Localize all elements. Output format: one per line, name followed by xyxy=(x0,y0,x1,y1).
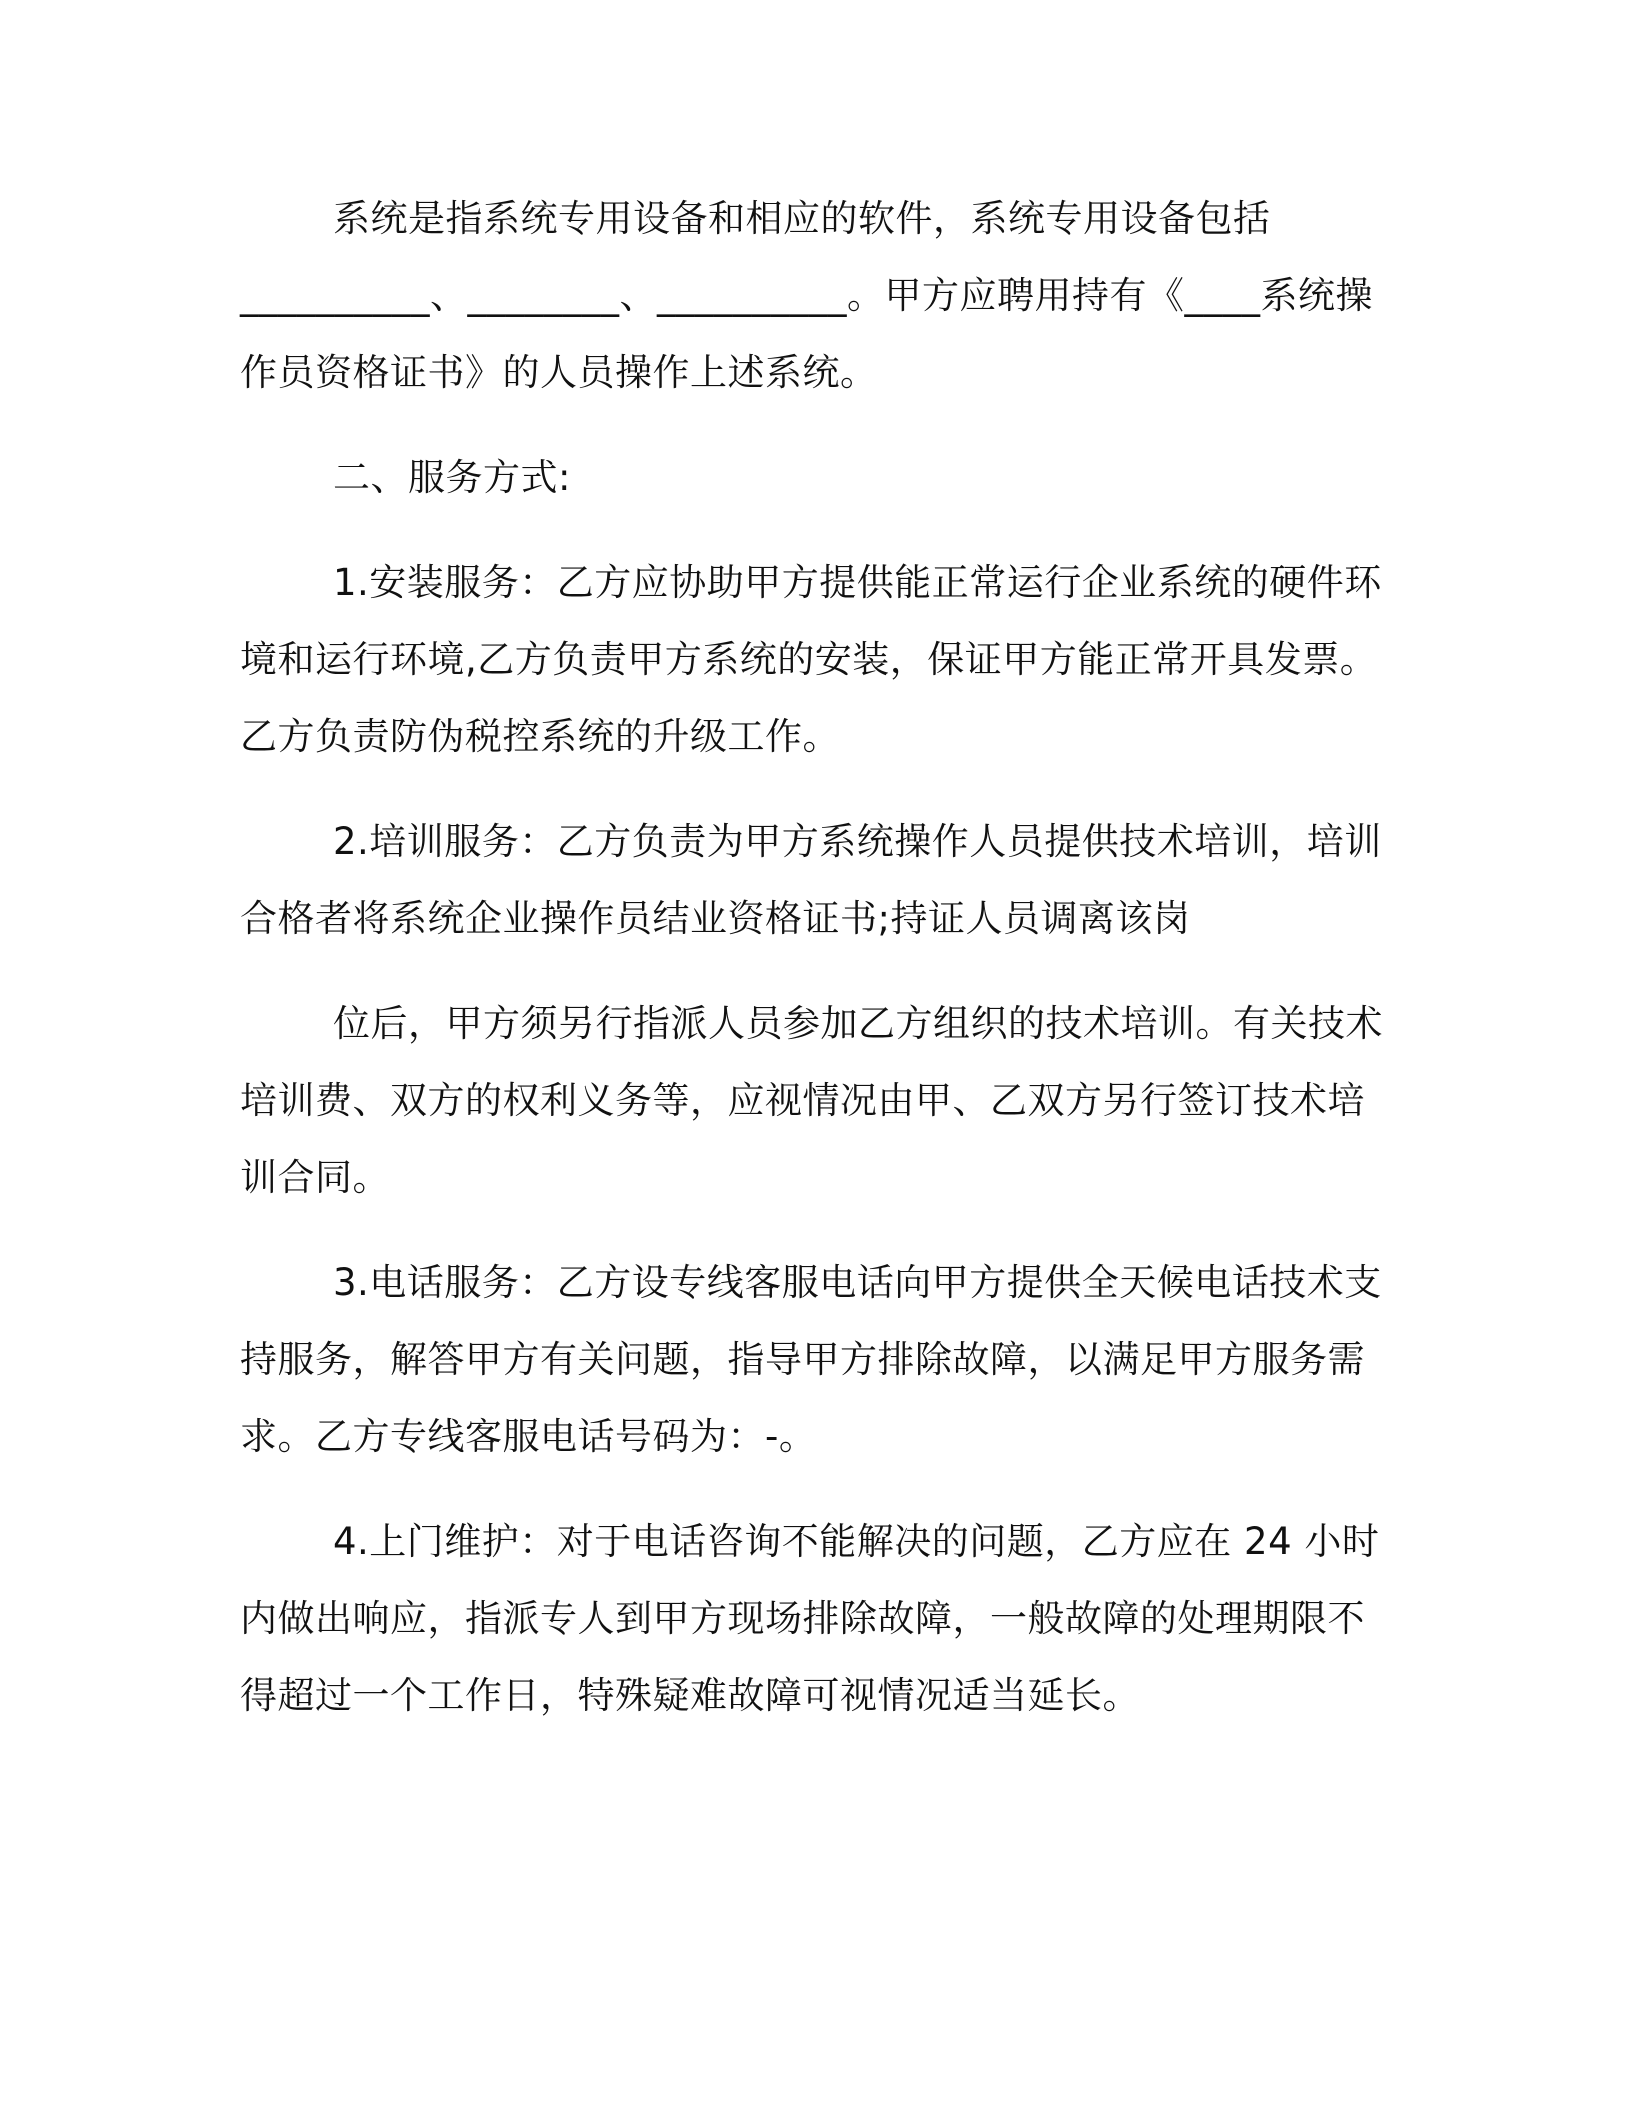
document-body xyxy=(240,180,1390,1734)
paragraph-system-definition xyxy=(240,180,1390,411)
paragraph-installation-service xyxy=(240,544,1390,775)
text-line: __________、________、__________。甲方应聘用持有《____系统操 xyxy=(240,274,1373,317)
text-line: 1.安装服务：乙方应协助甲方提供能正常运行企业系统的硬件环 xyxy=(333,561,1382,604)
text-line: 得超过一个工作日，特殊疑难故障可视情况适当延长。 xyxy=(240,1674,1140,1717)
text-line: 二、服务方式: xyxy=(333,456,571,499)
text-line: 持服务，解答甲方有关问题，指导甲方排除故障，以满足甲方服务需 xyxy=(240,1338,1365,1381)
text-line: 乙方负责防伪税控系统的升级工作。 xyxy=(240,715,840,758)
text-line: 3.电话服务：乙方设专线客服电话向甲方提供全天候电话技术支 xyxy=(333,1261,1382,1304)
text-line: 位后，甲方须另行指派人员参加乙方组织的技术培训。有关技术 xyxy=(333,1002,1383,1045)
text-line: 4.上门维护：对于电话咨询不能解决的问题，乙方应在 24 小时 xyxy=(333,1520,1380,1563)
text-line: 系统是指系统专用设备和相应的软件，系统专用设备包括 xyxy=(333,197,1271,240)
text-line: 内做出响应，指派专人到甲方现场排除故障，一般故障的处理期限不 xyxy=(240,1597,1365,1640)
paragraph-training-continued xyxy=(240,985,1390,1216)
text-line: 培训费、双方的权利义务等，应视情况由甲、乙双方另行签订技术培 xyxy=(240,1079,1365,1122)
section-heading-service-methods xyxy=(240,439,1390,516)
text-line: 合格者将系统企业操作员结业资格证书;持证人员调离该岗 xyxy=(240,897,1191,940)
paragraph-training-service xyxy=(240,803,1390,957)
text-line: 求。乙方专线客服电话号码为：-。 xyxy=(240,1415,817,1458)
paragraph-phone-service xyxy=(240,1244,1390,1475)
text-line: 2.培训服务：乙方负责为甲方系统操作人员提供技术培训，培训 xyxy=(333,820,1382,863)
text-line: 境和运行环境,乙方负责甲方系统的安装，保证甲方能正常开具发票。 xyxy=(240,638,1378,681)
text-line: 作员资格证书》的人员操作上述系统。 xyxy=(240,351,878,394)
text-line: 训合同。 xyxy=(240,1156,390,1199)
paragraph-onsite-maintenance xyxy=(240,1503,1390,1734)
